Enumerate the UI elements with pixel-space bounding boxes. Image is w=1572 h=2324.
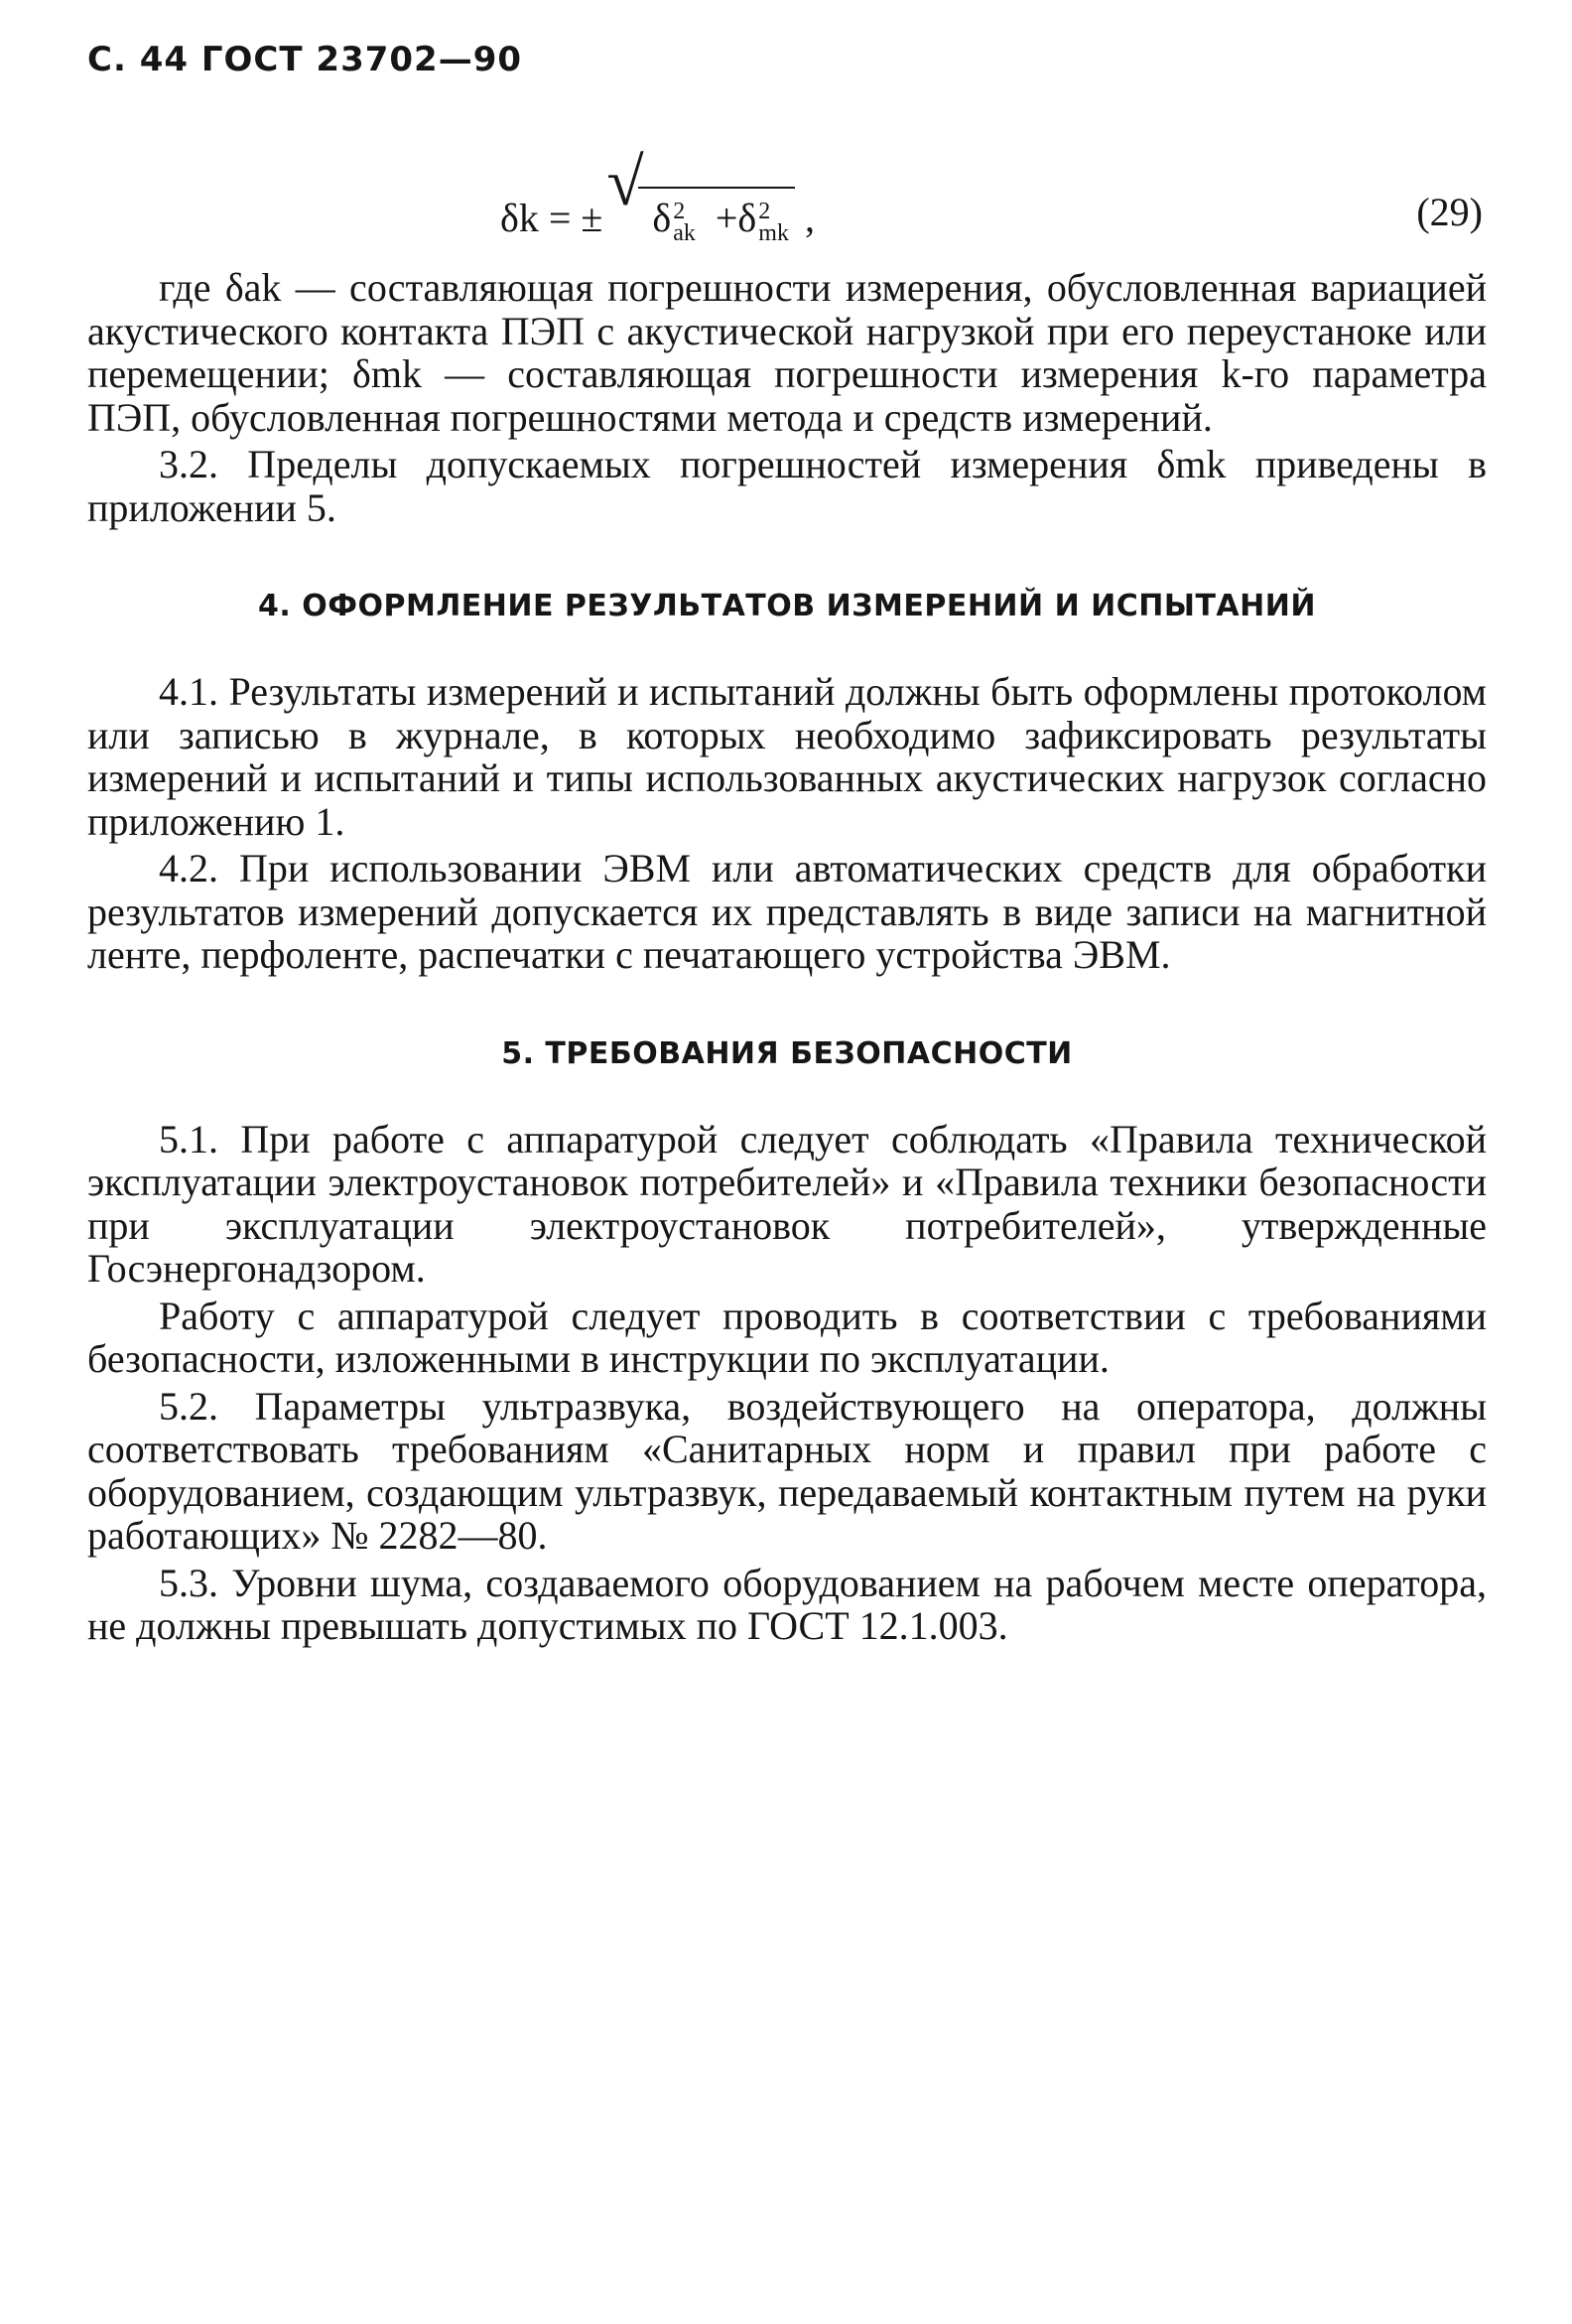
radicand-a-sup: 2 [673,198,686,224]
body-text [87,266,1487,1648]
formula-29 [87,144,1487,256]
radicand-b-sup: 2 [758,198,771,224]
paragraph-5-1-cont: Работу с аппаратурой следует проводить в соответствии с требованиями безопасности, изложенными в инструкции по эксплуатации. [87,1293,1487,1381]
radicand-b-sub: mk [758,219,789,246]
paragraph-5-1: 5.1. При работе с аппаратурой следует соблюдать «Правила технической эксплуатации электроустановок потребителей» и «Правила техники безопасности при эксплуатации электроустановок потребителей», утвержденные Госэнергонадзором. [87,1116,1487,1291]
section-5-title: 5. ТРЕБОВАНИЯ БЕЗОПАСНОСТИ [501,1035,1073,1071]
paragraph-4-2: 4.2. При использовании ЭВМ или автоматических средств для обработки результатов измерений допускается их представлять в виде записи на магнитной ленте, перфоленте, распечатки с печатающего устройства ЭВМ. [87,846,1487,977]
paragraph-5-2: 5.2. Параметры ультразвука, воздействующего на оператора, должны соответствовать требованиям «Санитарных норм и правил при работе с оборудованием, создающим ультразвук, передаваемый контактным путем на руки работающих» № 2282—80. [87,1383,1487,1558]
equation-number: (29) [1416,190,1483,234]
radicand-b-indices [758,198,789,246]
radicand-a-symbol: δ [652,196,672,240]
radical-sign-icon: √ [606,144,644,219]
formula-expression [500,144,815,246]
formula-lhs: δk = ± [500,196,603,240]
section-4-title: 4. ОФОРМЛЕНИЕ РЕЗУЛЬТАТОВ ИЗМЕРЕНИЙ И ИСПЫТАНИЙ [258,589,1316,623]
running-head: С. 44 ГОСТ 23702—90 [87,40,523,79]
radicand-plus-b: +δ [715,196,757,240]
paragraph-definitions: где δak — составляющая погрешности измерения, обусловленная вариацией акустического контакта ПЭП с акустической нагрузкой при его переустаноке или перемещении; δmk — составляющая погрешности измерения k-го параметра ПЭП, обусловленная погрешностями метода и средств измерений. [87,265,1487,440]
formula-tail: , [804,196,815,240]
radicand [638,187,795,244]
paragraph-4-1: 4.1. Результаты измерений и испытаний должны быть оформлены протоколом или записью в журнале, в которых необходимо зафиксировать результаты измерений и испытаний и типы использованных акустических нагрузок согласно приложению 1. [87,669,1487,844]
paragraph-5-3: 5.3. Уровни шума, создаваемого оборудованием на рабочем месте оператора, не должны превышать допустимых по ГОСТ 12.1.003. [87,1560,1487,1648]
radicand-a-indices [673,198,696,246]
paragraph-3-2: 3.2. Пределы допускаемых погрешностей измерения δmk приведены в приложении 5. [87,442,1487,530]
square-root [606,144,795,246]
radicand-a-sub: ak [673,219,696,246]
